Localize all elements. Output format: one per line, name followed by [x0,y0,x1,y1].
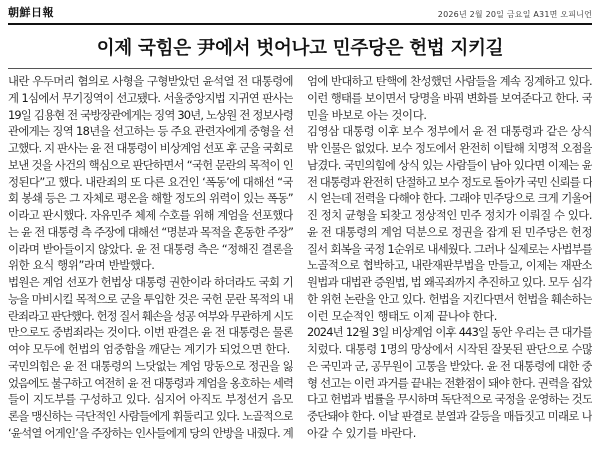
text-line: 원법과 대법관 증원법, 법 왜곡죄까지 추진하고 있다. 모두 심각 [307,275,592,289]
text-line: 고했다. 지 판사는 윤 전 대통령이 비상계엄 선포 후 군을 국회로 [8,141,293,155]
newspaper-logo: 朝鮮日報 [8,6,54,19]
text-line: 노골적으로 협박하고, 내란재판부법을 만들고, 이제는 재판소 [307,258,592,273]
paragraph [307,73,592,123]
text-line: 관에게는 징역 18년을 선고하는 등 주요 관련자에게 중형을 선 [8,124,293,139]
text-line: 윤 전 대통령의 계엄 덕분으로 정권을 잡게 된 민주당은 헌정 [307,224,592,239]
text-line: 이런 행태를 보이면서 당명을 바꿔 변화를 보여준다고 한다. 국 [307,90,592,105]
paragraph [307,224,592,325]
text-line: 치렀다. 대통령 1명의 망상에서 시작된 잘못된 판단으로 수많 [307,342,592,356]
headline-rule [8,68,592,69]
text-line: 게 1심에서 무기징역이 선고됐다. 서울중앙지법 지귀연 판사는 [8,90,293,105]
text-line: 만으로도 중범죄라는 것이다. 이번 판결은 윤 전 대통령은 물론 [8,325,293,340]
text-line: 위한 요식 행위”라며 반발했다. [8,258,155,273]
text-line: 었음에도 불구하고 여전히 윤 전 대통령과 계엄을 옹호하는 세력 [8,375,293,390]
text-line: 아갈 수 있기를 바란다. [307,425,416,440]
text-line: 들이 지도부를 구성하고 있다. 심지어 아직도 부정선거 음모 [8,392,293,407]
editorial-headline: 이제 국힘은 尹에서 벗어나고 민주당은 헌법 지키길 [96,38,504,59]
right-column [307,73,592,442]
text-line: 엄에 반대하고 탄핵에 찬성했던 사람들을 계속 징계하고 있다. [307,74,592,88]
text-line: 한 위헌 논란을 안고 있다. 헌법을 지킨다면서 헌법을 훼손하는 [307,291,592,306]
masthead-rule [8,23,592,25]
text-line: 2024년 12월 3일 비상계엄 이후 443일 동안 우리는 큰 대가를 [307,325,592,340]
text-line: ‘윤석열 어게인’을 주장하는 인사들에게 당의 안방을 내줬다. 계 [8,425,293,440]
text-line: 이런 모순적인 행태도 이제 끝나야 한다. [307,308,498,323]
left-column [8,73,293,442]
text-line: 진 정치 균형을 되찾고 정상적인 민주 정치가 이뤄질 수 있다. [307,208,592,222]
text-line: 는 윤 전 대통령 측 주장에 대해선 “명분과 목적을 혼동한 주장” [8,224,293,239]
text-line: 이라며 받아들이지 않았다. 윤 전 대통령 측은 “정해진 결론을 [8,241,293,256]
text-line: 전 대통령과 완전히 단절하고 보수 정도로 돌아가 국민 신뢰를 다 [307,174,592,189]
text-line: 능을 마비시킬 목적으로 군을 투입한 것은 국헌 문란 목적의 내 [8,291,293,306]
text-line: 김영삼 대통령 이후 보수 정부에서 윤 전 대통령과 같은 상식 [307,124,592,139]
text-line: 회 봉쇄 등은 그 자체로 평온을 해할 정도의 위력이 있는 폭동” [8,191,293,206]
paragraph [307,324,592,441]
text-line: 국민의힘은 윤 전 대통령의 느닷없는 계엄 망동으로 정권을 잃 [8,358,293,373]
paragraph [8,358,293,442]
text-line: 중단돼야 한다. 이날 판결로 분열과 갈등을 매듭짓고 미래로 나 [307,409,592,423]
text-line: 여야 모두에 헌법의 엄중함을 깨닫는 계기가 되었으면 한다. [8,342,290,356]
paragraph [8,73,293,274]
text-line: 형 선고는 이런 과거를 끝내는 전환점이 돼야 한다. 권력을 잡았 [307,375,592,390]
article-body [8,73,592,442]
text-line: 남겼다. 국민의힘에 상식 있는 사람들이 남아 있다면 이제는 윤 [307,157,592,172]
text-line: 민을 바보로 아는 것이다. [307,107,427,122]
text-line: 질서 회복을 국정 1순위로 내세웠다. 그러나 실제로는 사법부를 [307,241,592,256]
masthead [8,6,592,20]
text-line: 내란 우두머리 혐의로 사형을 구형받았던 윤석열 전 대통령에 [8,74,293,88]
text-line: 밖 인물은 없었다. 보수 정도에서 완전히 이탈해 치명적 오점을 [307,141,592,155]
paragraph [8,274,293,358]
text-line: 이라고 판시했다. 자유민주 체제 수호를 위해 계엄을 선포했다 [8,208,293,222]
text-line: 론을 맹신하는 극단적인 사람들에게 휘둘리고 있다. 노골적으로 [8,409,293,423]
text-line: 란죄라고 판단했다. 헌정 질서 훼손을 성공 여부와 무관하게 시도 [8,308,293,323]
text-line: 시 얻는데 전력을 다해야 한다. 그래야 민주당으로 크게 기울어 [307,191,592,206]
text-line: 법원은 계엄 선포가 헌법상 대통령 권한이라 하더라도 국회 기 [8,275,293,289]
text-line: 보낸 것을 사건의 핵심으로 판단하면서 “국헌 문란의 목적이 인 [8,157,293,172]
text-line: 정된다”고 했다. 내란죄의 또 다른 요건인 ‘폭동’에 대해선 “국 [8,174,293,189]
text-line: 19일 김용현 전 국방장관에게는 징역 30년, 노상원 전 정보사령 [8,107,293,122]
text-line: 은 국민과 군, 공무원이 고통을 받았다. 윤 전 대통령에 대한 중 [307,358,592,373]
paragraph [307,123,592,224]
dateline: 2026년 2월 20일 금요일 A31면 오피니언 [437,10,592,19]
text-line: 다고 헌법과 법률을 무시하며 독단적으로 국정을 운영하는 것도 [307,392,592,407]
